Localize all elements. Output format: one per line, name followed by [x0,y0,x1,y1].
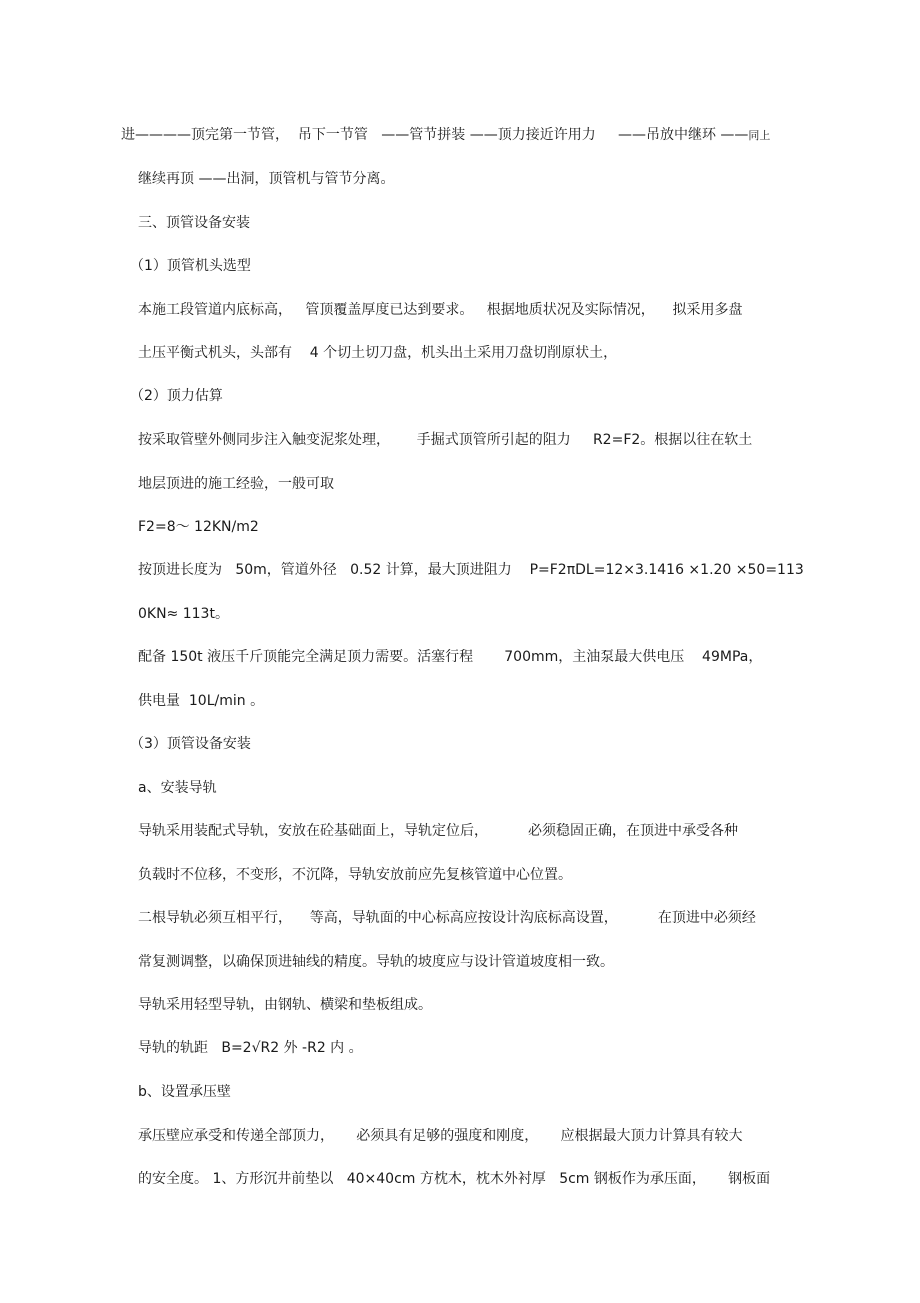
text-line-1-tail: 同上 [748,129,771,142]
text-line-24: 承压壁应承受和传递全部顶力， 必须具有足够的强度和刚度， 应根据最大顶力计算具有较大 [138,1128,743,1144]
item-heading-a: a、安装导轨 [138,780,217,796]
text-line-8: 按采取管壁外侧同步注入触变泥浆处理， 手掘式顶管所引起的阻力 R2=F2。根据以往在软土 [138,432,753,448]
text-line-12: 0KN≈ 113t。 [138,606,229,622]
subsection-heading-1: （1）顶管机头选型 [130,258,251,274]
text-line-2: 继续再顶 ——出洞，顶管机与管节分离。 [138,171,395,187]
section-heading: 三、顶管设备安装 [138,215,250,231]
text-line-9: 地层顶进的施工经验，一般可取 [138,476,334,492]
text-line-22: 导轨的轨距 B=2√R2 外 -R2 内 。 [138,1040,363,1056]
text-line-11: 按顶进长度为 50m，管道外径 0.52 计算，最大顶进阻力 P=F2πDL=12×3.1416 ×1.20 ×50=113 [138,562,804,578]
text-line-1: 进————顶完第一节管， 吊下一节管 ——管节拼装 ——顶力接近许用力 ——吊放中继环 ——同上 [121,127,771,143]
text-line-21: 导轨采用轻型导轨，由钢轨、横梁和垫板组成。 [138,997,432,1013]
text-line-18: 负载时不位移，不变形，不沉降，导轨安放前应先复核管道中心位置。 [138,867,572,883]
subsection-heading-2: （2）顶力估算 [130,388,223,404]
text-line-6: 土压平衡式机头，头部有 4 个切土切刀盘，机头出土采用刀盘切削原状土， [138,345,618,361]
text-line-14: 供电量 10L/min 。 [138,693,265,709]
text-line-17: 导轨采用装配式导轨，安放在砼基础面上，导轨定位后， 必须稳固正确，在顶进中承受各种 [138,823,739,839]
text-line-20: 常复测调整，以确保顶进轴线的精度。导轨的坡度应与设计管道坡度相一致。 [138,954,614,970]
item-heading-b: b、设置承压壁 [138,1084,231,1100]
formula-line: F2=8～ 12KN/m2 [138,519,259,535]
text-line-19: 二根导轨必须互相平行， 等高，导轨面的中心标高应按设计沟底标高设置， 在顶进中必须经 [138,910,756,926]
text-line-25: 的安全度。 1、方形沉井前垫以 40×40cm 方枕木，枕木外衬厚 5cm 钢板作为承压面， 钢板面 [138,1171,771,1187]
text-line-13: 配备 150t 液压千斤顶能完全满足顶力需要。活塞行程 700mm，主油泵最大供电压 49MPa， [138,649,763,665]
text-line-5: 本施工段管道内底标高， 管顶覆盖厚度已达到要求。 根据地质状况及实际情况， 拟采用多盘 [138,302,743,318]
subsection-heading-3: （3）顶管设备安装 [130,736,251,752]
